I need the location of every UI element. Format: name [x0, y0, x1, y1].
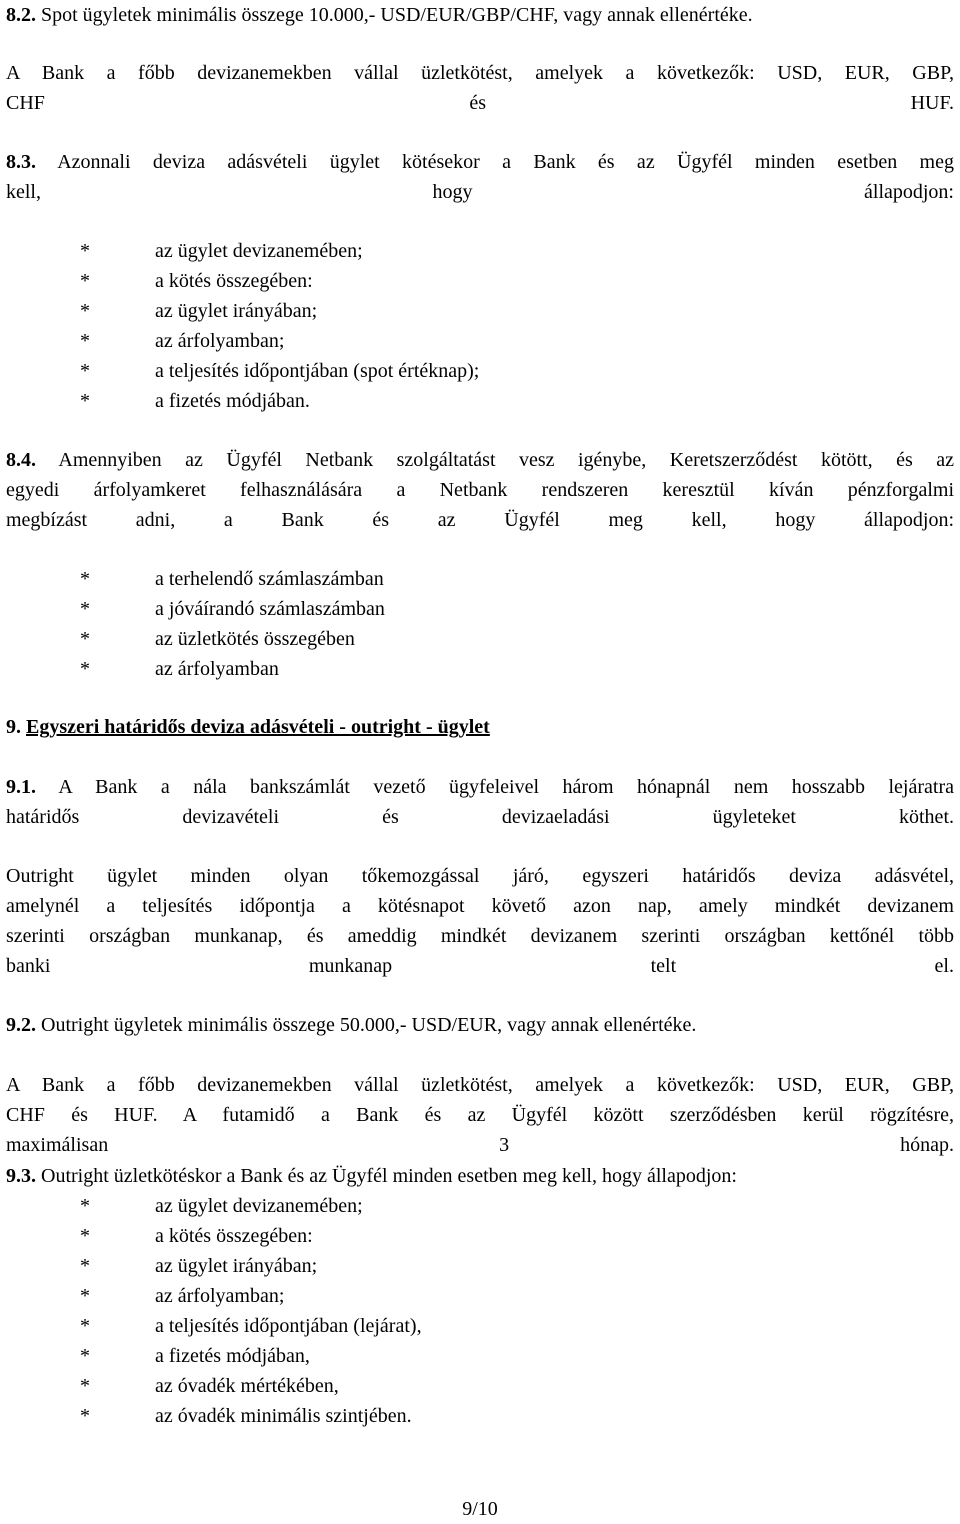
list-item-text: az árfolyamban; [155, 1285, 285, 1307]
text-line: határidős devizavételi és devizaeladási ügyleteket köthet. [6, 806, 954, 828]
list-item [80, 1191, 422, 1221]
text-line: szerinti országban munkanap, és ameddig mindkét devizanem szerinti országban kettőnél több [6, 925, 954, 947]
paragraph-9-1 [6, 772, 954, 832]
text-line: kell, hogy állapodjon: [6, 181, 954, 203]
list-marker: * [80, 1285, 90, 1307]
list-item [80, 1251, 422, 1281]
list-item [80, 266, 479, 296]
text-line: maximálisan 3 hónap. [6, 1134, 954, 1156]
paragraph-8-2-currencies [6, 58, 954, 118]
section-heading-9 [6, 712, 490, 742]
section-number-9-3: 9.3. [6, 1165, 36, 1187]
list-marker: * [80, 1375, 90, 1397]
text-line: egyedi árfolyamkeret felhasználására a Netbank rendszeren keresztül kíván pénzforgalmi [6, 479, 954, 501]
list-item [80, 1341, 422, 1371]
list-item [80, 564, 385, 594]
text-line: A Bank a nála bankszámlát vezető ügyfeleivel három hónapnál nem hosszabb lejáratra [36, 776, 954, 798]
paragraph-9-2-currencies [6, 1070, 954, 1160]
list-marker: * [80, 270, 90, 292]
list-item [80, 236, 479, 266]
list-item-text: a kötés összegében: [155, 270, 313, 292]
paragraph-8-3 [6, 147, 954, 207]
list-item [80, 356, 479, 386]
paragraph-outright-definition [6, 861, 954, 981]
text-line: megbízást adni, a Bank és az Ügyfél meg kell, hogy állapodjon: [6, 509, 954, 531]
list-item [80, 1221, 422, 1251]
paragraph-8-2-text: Spot ügyletek minimális összege 10.000,- USD/EUR/GBP/CHF, vagy annak ellenértéke. [36, 4, 753, 26]
list-item-text: a fizetés módjában, [155, 1345, 310, 1367]
list-marker: * [80, 360, 90, 382]
list-item-text: az óvadék mértékében, [155, 1375, 339, 1397]
list-marker: * [80, 390, 90, 412]
list-item-text: az ügylet irányában; [155, 300, 318, 322]
section-number-8-2: 8.2. [6, 4, 36, 26]
list-item-text: a terhelendő számlaszámban [155, 568, 384, 590]
list-marker: * [80, 1195, 90, 1217]
list-item [80, 624, 385, 654]
list-item [80, 1311, 422, 1341]
text-line: amelynél a teljesítés időpontja a kötésnapot követő azon nap, amely mindkét devizanem [6, 895, 954, 917]
text-line: A Bank a főbb devizanemekben vállal üzletkötést, amelyek a következők: USD, EUR, GBP, [6, 62, 954, 84]
paragraph-8-4 [6, 445, 954, 535]
list-item-text: a teljesítés időpontjában (lejárat), [155, 1315, 422, 1337]
text-line: banki munkanap telt el. [6, 955, 954, 977]
list-marker: * [80, 240, 90, 262]
list-item-text: az ügylet irányában; [155, 1255, 318, 1277]
text-line: Azonnali deviza adásvételi ügylet kötésekor a Bank és az Ügyfél minden esetben meg [36, 151, 954, 173]
paragraph-9-3 [6, 1161, 954, 1191]
list-8-4 [80, 564, 385, 684]
list-marker: * [80, 330, 90, 352]
list-marker: * [80, 1405, 90, 1427]
page-number: 9/10 [462, 1498, 498, 1520]
list-marker: * [80, 598, 90, 620]
text-line: CHF és HUF. A futamidő a Bank és az Ügyfél között szerződésben kerül rögzítésre, [6, 1104, 954, 1126]
text-line: Outright ügylet minden olyan tőkemozgással járó, egyszeri határidős deviza adásvétel, [6, 865, 954, 887]
list-item-text: az árfolyamban [155, 658, 279, 680]
list-item [80, 654, 385, 684]
list-marker: * [80, 1255, 90, 1277]
section-number-8-4: 8.4. [6, 449, 36, 471]
list-marker: * [80, 1225, 90, 1247]
list-item-text: a teljesítés időpontjában (spot értéknap); [155, 360, 480, 382]
list-item-text: a jóváírandó számlaszámban [155, 598, 385, 620]
list-item [80, 326, 479, 356]
paragraph-9-2-text: Outright ügyletek minimális összege 50.000,- USD/EUR, vagy annak ellenértéke. [36, 1014, 697, 1036]
list-marker: * [80, 300, 90, 322]
list-item-text: az ügylet devizanemében; [155, 1195, 363, 1217]
section-title: Egyszeri határidős deviza adásvételi - outright - ügylet [26, 716, 490, 738]
list-item [80, 1371, 422, 1401]
list-item-text: a kötés összegében: [155, 1225, 313, 1247]
list-item-text: az óvadék minimális szintjében. [155, 1405, 412, 1427]
text-line: CHF és HUF. [6, 92, 954, 114]
list-item [80, 1281, 422, 1311]
list-marker: * [80, 628, 90, 650]
list-9-3 [80, 1191, 422, 1431]
list-item-text: az ügylet devizanemében; [155, 240, 363, 262]
list-item-text: az árfolyamban; [155, 330, 285, 352]
list-item [80, 594, 385, 624]
paragraph-9-2 [6, 1010, 954, 1040]
list-item [80, 386, 479, 416]
list-marker: * [80, 1345, 90, 1367]
paragraph-8-2 [6, 0, 954, 30]
list-8-3 [80, 236, 479, 416]
text-line: Amennyiben az Ügyfél Netbank szolgáltatást vesz igénybe, Keretszerződést kötött, és az [36, 449, 954, 471]
paragraph-9-3-text: Outright üzletkötéskor a Bank és az Ügyfél minden esetben meg kell, hogy állapodjon: [36, 1165, 737, 1187]
list-marker: * [80, 1315, 90, 1337]
list-item-text: az üzletkötés összegében [155, 628, 355, 650]
section-number-9: 9. [6, 716, 21, 738]
list-item [80, 1401, 422, 1431]
text-line: A Bank a főbb devizanemekben vállal üzletkötést, amelyek a következők: USD, EUR, GBP, [6, 1074, 954, 1096]
list-item [80, 296, 479, 326]
section-number-8-3: 8.3. [6, 151, 36, 173]
list-marker: * [80, 568, 90, 590]
list-item-text: a fizetés módjában. [155, 390, 310, 412]
section-number-9-2: 9.2. [6, 1014, 36, 1036]
list-marker: * [80, 658, 90, 680]
section-number-9-1: 9.1. [6, 776, 36, 798]
